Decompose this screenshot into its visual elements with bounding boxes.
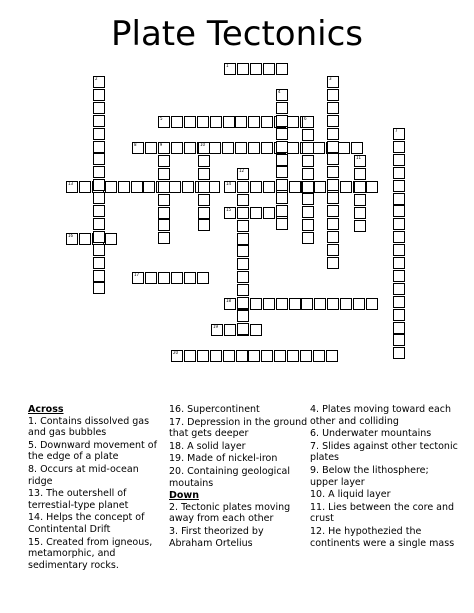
grid-cell[interactable] [393,334,405,346]
grid-cell[interactable] [393,322,405,334]
clue-section-header: Across [28,404,64,415]
clue-column-2 [169,404,309,550]
clue-number: 1 [226,63,229,68]
clue-item: 20. Containing geological moutains [169,465,291,489]
grid-cell[interactable] [353,298,365,310]
grid-cell[interactable] [302,219,314,231]
grid-cell[interactable] [366,298,378,310]
grid-cell[interactable] [236,350,248,362]
grid-cell[interactable] [93,205,105,217]
clue-item: 1. Contains dissolved gas and gas bubbles [28,415,150,439]
clue-number: 20 [173,350,179,355]
clue-number: 17 [134,272,140,277]
grid-cell[interactable] [287,116,299,128]
grid-cell[interactable] [237,323,249,335]
grid-cell[interactable] [93,115,105,127]
grid-cell[interactable] [223,350,235,362]
grid-cell[interactable] [184,116,196,128]
grid-cell[interactable] [93,141,105,153]
grid-cell[interactable] [237,258,249,270]
grid-cell[interactable] [393,309,405,321]
grid-cell[interactable] [354,168,366,180]
grid-cell[interactable] [93,179,105,191]
clue-item: 5. Downward movement of the edge of a plate [28,439,157,463]
page-title: Plate Tectonics [111,14,363,54]
grid-cell[interactable] [261,142,273,154]
grid-cell[interactable] [393,205,405,217]
grid-cell[interactable] [393,128,405,140]
grid-cell[interactable] [158,155,170,167]
grid-cell[interactable] [276,218,288,230]
clue-number: 14 [226,181,232,186]
grid-cell[interactable] [393,270,405,282]
grid-cell[interactable] [158,232,170,244]
grid-cell[interactable] [393,231,405,243]
grid-cell[interactable] [93,244,105,256]
clue-item: 19. Made of nickel-iron [169,453,278,465]
clue-number: 7 [395,128,398,133]
clue-item: 10. A liquid layer [310,489,391,501]
clue-item: 7. Slides against other tectonic plates [310,440,458,464]
grid-cell[interactable] [248,350,260,362]
grid-cell[interactable] [354,181,366,193]
grid-cell[interactable] [354,155,366,167]
grid-cell[interactable] [93,153,105,165]
grid-cell[interactable] [276,89,288,101]
grid-cell[interactable] [198,155,210,167]
grid-cell[interactable] [327,231,339,243]
grid-cell[interactable] [158,181,170,193]
grid-cell[interactable] [327,102,339,114]
grid-cell[interactable] [393,347,405,359]
grid-cell[interactable] [301,298,313,310]
grid-cell[interactable] [198,207,210,219]
clue-item: 4. Plates moving toward each other and colliding [310,404,452,427]
grid-cell[interactable] [118,181,130,193]
grid-cell[interactable] [393,257,405,269]
grid-cell[interactable] [171,142,183,154]
grid-cell[interactable] [169,181,181,193]
grid-cell[interactable] [224,63,236,75]
grid-cell[interactable] [340,298,352,310]
grid-cell[interactable] [327,179,339,191]
grid-cell[interactable] [250,181,262,193]
clue-item: 17. Depression in the ground that gets deeper [169,416,308,440]
grid-cell[interactable] [393,180,405,192]
grid-cell[interactable] [197,350,209,362]
grid-cell[interactable] [276,166,288,178]
clue-item: 2. Tectonic plates moving away from each other [169,501,291,525]
grid-cell[interactable] [302,181,314,193]
clue-item: 11. Lies between the core and crust [310,501,455,525]
clue-column-3 [310,404,458,550]
grid-cell[interactable] [93,218,105,230]
grid-cell[interactable] [93,102,105,114]
grid-cell[interactable] [261,350,273,362]
grid-cell[interactable] [237,63,249,75]
grid-cell[interactable] [158,142,170,154]
grid-cell[interactable] [327,192,339,204]
grid-cell[interactable] [248,116,260,128]
grid-cell[interactable] [327,218,339,230]
grid-cell[interactable] [93,257,105,269]
grid-cell[interactable] [237,233,249,245]
grid-cell[interactable] [198,194,210,206]
grid-cell[interactable] [145,272,157,284]
grid-cell[interactable] [393,193,405,205]
grid-cell[interactable] [184,272,196,284]
clue-item: 13. The outershell of terrestial-type planet [28,488,129,511]
grid-cell[interactable] [197,272,209,284]
clue-number: 3 [329,76,332,81]
grid-cell[interactable] [354,207,366,219]
clue-item: 8. Occurs at mid-ocean ridge [28,463,139,487]
clue-item: 14. Helps the concept of Contintental Drift [28,512,145,535]
clue-item: 15. Created from igneous, metamorphic, and sedimentary rocks. [28,536,153,571]
grid-cell[interactable] [237,271,249,283]
grid-cell[interactable] [302,168,314,180]
grid-cell[interactable] [237,245,249,257]
grid-cell[interactable] [93,192,105,204]
grid-cell[interactable] [224,324,236,336]
grid-cell[interactable] [276,141,288,153]
grid-cell[interactable] [235,142,247,154]
grid-cell[interactable] [237,220,249,232]
grid-cell[interactable] [327,128,339,140]
grid-cell[interactable] [93,231,105,243]
grid-cell[interactable] [313,142,325,154]
grid-cell[interactable] [276,115,288,127]
clue-number: 19 [213,324,219,329]
grid-cell[interactable] [237,168,249,180]
grid-cell[interactable] [340,181,352,193]
grid-cell[interactable] [276,154,288,166]
grid-cell[interactable] [327,244,339,256]
grid-cell[interactable] [171,350,183,362]
grid-cell[interactable] [197,116,209,128]
grid-cell[interactable] [182,181,194,193]
grid-cell[interactable] [222,142,234,154]
grid-cell[interactable] [93,89,105,101]
grid-cell[interactable] [287,350,299,362]
clue-item: 16. Supercontinent [169,404,260,415]
grid-cell[interactable] [393,244,405,256]
grid-cell[interactable] [289,181,301,193]
grid-cell[interactable] [237,297,249,309]
clue-number: 15 [226,207,232,212]
grid-cell[interactable] [302,142,314,154]
grid-cell[interactable] [250,207,262,219]
grid-cell[interactable] [158,168,170,180]
grid-cell[interactable] [327,205,339,217]
grid-cell[interactable] [289,298,301,310]
clue-number: 12 [239,168,245,173]
grid-cell[interactable] [131,181,143,193]
grid-cell[interactable] [327,115,339,127]
grid-cell[interactable] [314,298,326,310]
grid-cell[interactable] [237,207,249,219]
grid-cell[interactable] [351,142,363,154]
clue-number: 2 [95,76,98,81]
grid-cell[interactable] [143,181,155,193]
grid-cell[interactable] [132,272,144,284]
grid-cell[interactable] [198,142,210,154]
grid-cell[interactable] [302,193,314,205]
grid-cell[interactable] [198,181,210,193]
grid-cell[interactable] [276,179,288,191]
grid-cell[interactable] [302,155,314,167]
grid-cell[interactable] [223,116,235,128]
grid-cell[interactable] [300,350,312,362]
grid-cell[interactable] [132,142,144,154]
grid-cell[interactable] [274,350,286,362]
grid-cell[interactable] [276,298,288,310]
grid-cell[interactable] [79,181,91,193]
grid-cell[interactable] [338,142,350,154]
grid-cell[interactable] [276,102,288,114]
grid-cell[interactable] [248,142,260,154]
clue-number: 16 [68,233,74,238]
clue-number: 6 [304,116,307,121]
grid-cell[interactable] [198,168,210,180]
grid-cell[interactable] [302,232,314,244]
grid-cell[interactable] [354,194,366,206]
grid-cell[interactable] [171,272,183,284]
grid-cell[interactable] [250,298,262,310]
grid-cell[interactable] [327,153,339,165]
clue-number: 13 [68,181,74,186]
grid-cell[interactable] [79,233,91,245]
grid-cell[interactable] [276,128,288,140]
grid-cell[interactable] [93,76,105,88]
grid-cell[interactable] [263,207,275,219]
grid-cell[interactable] [276,205,288,217]
clue-number: 18 [226,298,232,303]
grid-cell[interactable] [158,116,170,128]
grid-cell[interactable] [302,116,314,128]
grid-cell[interactable] [158,272,170,284]
grid-cell[interactable] [250,63,262,75]
grid-cell[interactable] [327,166,339,178]
grid-cell[interactable] [237,284,249,296]
grid-cell[interactable] [366,181,378,193]
grid-cell[interactable] [224,207,236,219]
grid-cell[interactable] [158,219,170,231]
grid-cell[interactable] [210,350,222,362]
grid-cell[interactable] [276,63,288,75]
grid-cell[interactable] [263,298,275,310]
grid-cell[interactable] [105,181,117,193]
grid-cell[interactable] [250,324,262,336]
grid-cell[interactable] [198,219,210,231]
grid-cell[interactable] [209,142,221,154]
grid-cell[interactable] [393,167,405,179]
clue-item: 9. Below the lithosphere; upper layer [310,464,429,488]
grid-cell[interactable] [327,89,339,101]
grid-cell[interactable] [326,350,338,362]
grid-cell[interactable] [314,181,326,193]
clue-item: 3. First theorized by Abraham Ortelius [169,525,264,549]
grid-cell[interactable] [287,142,299,154]
clue-number: 11 [356,155,362,160]
grid-cell[interactable] [393,296,405,308]
grid-cell[interactable] [224,298,236,310]
grid-cell[interactable] [237,310,249,322]
clue-item: 6. Underwater mountains [310,428,432,440]
clue-number: 5 [160,116,163,121]
grid-cell[interactable] [211,324,223,336]
grid-cell[interactable] [393,141,405,153]
grid-cell[interactable] [224,181,236,193]
grid-cell[interactable] [184,350,196,362]
clue-column-1 [28,404,164,572]
grid-cell[interactable] [327,298,339,310]
grid-cell[interactable] [235,116,247,128]
grid-cell[interactable] [261,116,273,128]
grid-cell[interactable] [105,233,117,245]
grid-cell[interactable] [237,181,249,193]
grid-cell[interactable] [237,194,249,206]
grid-cell[interactable] [302,206,314,218]
clue-item: 18. A solid layer [169,440,246,452]
grid-cell[interactable] [354,220,366,232]
grid-cell[interactable] [276,192,288,204]
clue-number: 8 [134,142,137,147]
grid-cell[interactable] [327,257,339,269]
grid-cell[interactable] [184,142,196,154]
grid-cell[interactable] [393,154,405,166]
grid-cell[interactable] [171,116,183,128]
grid-cell[interactable] [93,282,105,294]
grid-cell[interactable] [327,76,339,88]
grid-cell[interactable] [66,233,78,245]
grid-cell[interactable] [93,270,105,282]
grid-cell[interactable] [263,181,275,193]
clue-number: 9 [159,142,163,147]
grid-cell[interactable] [393,218,405,230]
grid-cell[interactable] [327,141,339,153]
grid-cell[interactable] [93,166,105,178]
clue-number: 4 [278,89,281,94]
clue-number: 10 [200,142,206,147]
grid-cell[interactable] [145,142,157,154]
grid-cell[interactable] [158,194,170,206]
clue-section-header: Down [169,490,199,502]
clue-item: 12. He hypothezied the continents were a single mass [310,525,455,549]
grid-cell[interactable] [210,116,222,128]
grid-cell[interactable] [393,283,405,295]
grid-cell[interactable] [93,128,105,140]
grid-cell[interactable] [313,350,325,362]
grid-cell[interactable] [302,129,314,141]
grid-cell[interactable] [263,63,275,75]
grid-cell[interactable] [158,207,170,219]
grid-cell[interactable] [66,181,78,193]
